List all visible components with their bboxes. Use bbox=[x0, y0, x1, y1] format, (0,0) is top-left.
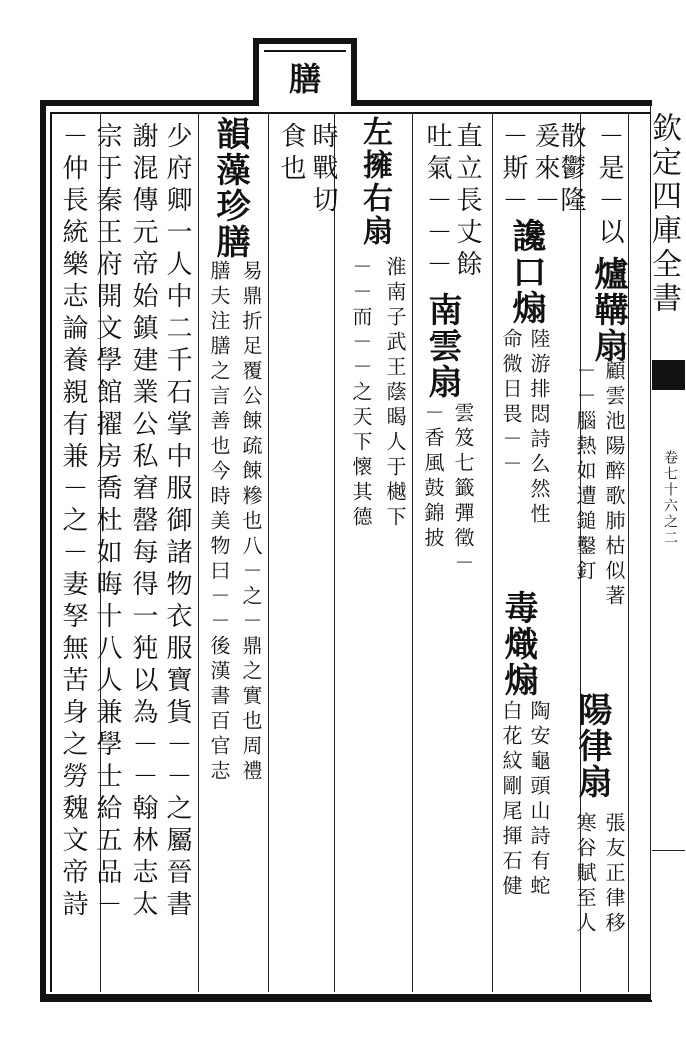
text-column-1: －是－以 bbox=[594, 122, 624, 250]
fishtail-mark bbox=[652, 360, 685, 390]
title-tab-inner-border bbox=[264, 50, 346, 52]
title-tab-left-border bbox=[253, 38, 259, 106]
note-lu-you: 陸游排悶詩么然性 bbox=[527, 328, 551, 528]
title-tab: 膳 bbox=[284, 62, 322, 100]
title-tab-right-border bbox=[351, 38, 357, 106]
frame-border-top-left bbox=[40, 100, 258, 106]
note-tianxia: －－而－－之天下懷其德 bbox=[349, 256, 373, 531]
column-rule bbox=[268, 112, 269, 992]
title-tab-top-border bbox=[253, 38, 357, 44]
frame-inner-top-rule bbox=[50, 112, 652, 114]
text-column-5: 直立長丈餘 bbox=[452, 122, 482, 282]
margin-juan-number: 卷七十六之二 bbox=[662, 450, 678, 546]
note-shanfu: 膳夫注膳之言善也今時美物曰－－後漢書百官志 bbox=[207, 260, 231, 785]
note-mingwei: 命微日畏－－ bbox=[499, 328, 523, 478]
text-column-9: 宗于秦王府開文學館擢房喬杜如晦十八人兼學士給五品－ bbox=[92, 122, 122, 922]
frame-border-top-right bbox=[352, 100, 652, 106]
heading-yunzao-zhenshan: 韻藻珍膳 bbox=[210, 116, 250, 260]
note-gu-yunchi: 顧雲池陽醉歌肺枯似著 bbox=[602, 360, 626, 610]
note-yunji-qiqian: 雲笈七籤彈徵－ bbox=[451, 402, 475, 577]
note-xiangfeng: －香風鼓錦披 bbox=[421, 402, 445, 552]
heading-luhuo-shan: 爐鞲扇 bbox=[588, 256, 628, 364]
note-tao-an: 陶安龜頭山詩有蛇 bbox=[527, 700, 551, 900]
note-naore: －－腦熱如遭鎚鑿釘 bbox=[573, 360, 597, 585]
note-baihua: 白花紋剛尾揮石健 bbox=[499, 700, 523, 900]
pronunciation-gloss: 時戰切 bbox=[308, 122, 338, 218]
text-column-3: 爰來－ bbox=[530, 122, 560, 218]
heading-chankou-shan: 讒口煽 bbox=[506, 218, 546, 326]
frame-border-bottom bbox=[40, 994, 652, 1002]
margin-book-title: 欽定四庫全書 bbox=[646, 112, 681, 316]
note-yi-ding: 易鼎折足覆公餗疏餗糝也八－之－鼎之實也周禮 bbox=[239, 260, 263, 785]
text-column-2: 散鬱隆 bbox=[556, 122, 586, 218]
column-rule bbox=[198, 112, 199, 992]
heading-duchi-shan: 毒熾煽 bbox=[498, 590, 538, 698]
column-rule bbox=[492, 112, 493, 992]
column-rule bbox=[334, 112, 335, 992]
frame-inner-left-rule bbox=[50, 112, 52, 992]
text-column-7: 少府卿一人中二千石掌中服御諸物衣服寶貨－－之屬晉書 bbox=[162, 122, 192, 922]
text-column-4: －斯－ bbox=[498, 122, 528, 218]
text-column-8: 謝混傳元帝始鎮建業公私窘罄每得一㹠以為－－翰林志太 bbox=[128, 122, 158, 922]
text-column-6: 吐氣－－－ bbox=[422, 122, 452, 282]
column-rule bbox=[412, 112, 413, 992]
frame-border-left bbox=[40, 100, 46, 1000]
heading-zuoyong-youshan: 左擁右扇 bbox=[357, 116, 392, 248]
note-hangu-fu: 寒谷賦至人 bbox=[573, 812, 597, 937]
note-huainanzi: 淮南子武王蔭暍人于樾下 bbox=[383, 256, 407, 531]
note-zhang-youzheng: 張友正律移 bbox=[602, 812, 626, 937]
column-rule bbox=[628, 112, 629, 992]
definition-gloss: 食也 bbox=[276, 122, 306, 186]
heading-nanyun-shan: 南雲扇 bbox=[422, 292, 462, 400]
heading-yanglu-shan: 陽律扇 bbox=[572, 692, 612, 800]
text-column-10: －仲長統樂志論養親有兼－之－妻孥無苦身之勞魏文帝詩 bbox=[58, 122, 88, 922]
margin-rule bbox=[652, 850, 685, 851]
